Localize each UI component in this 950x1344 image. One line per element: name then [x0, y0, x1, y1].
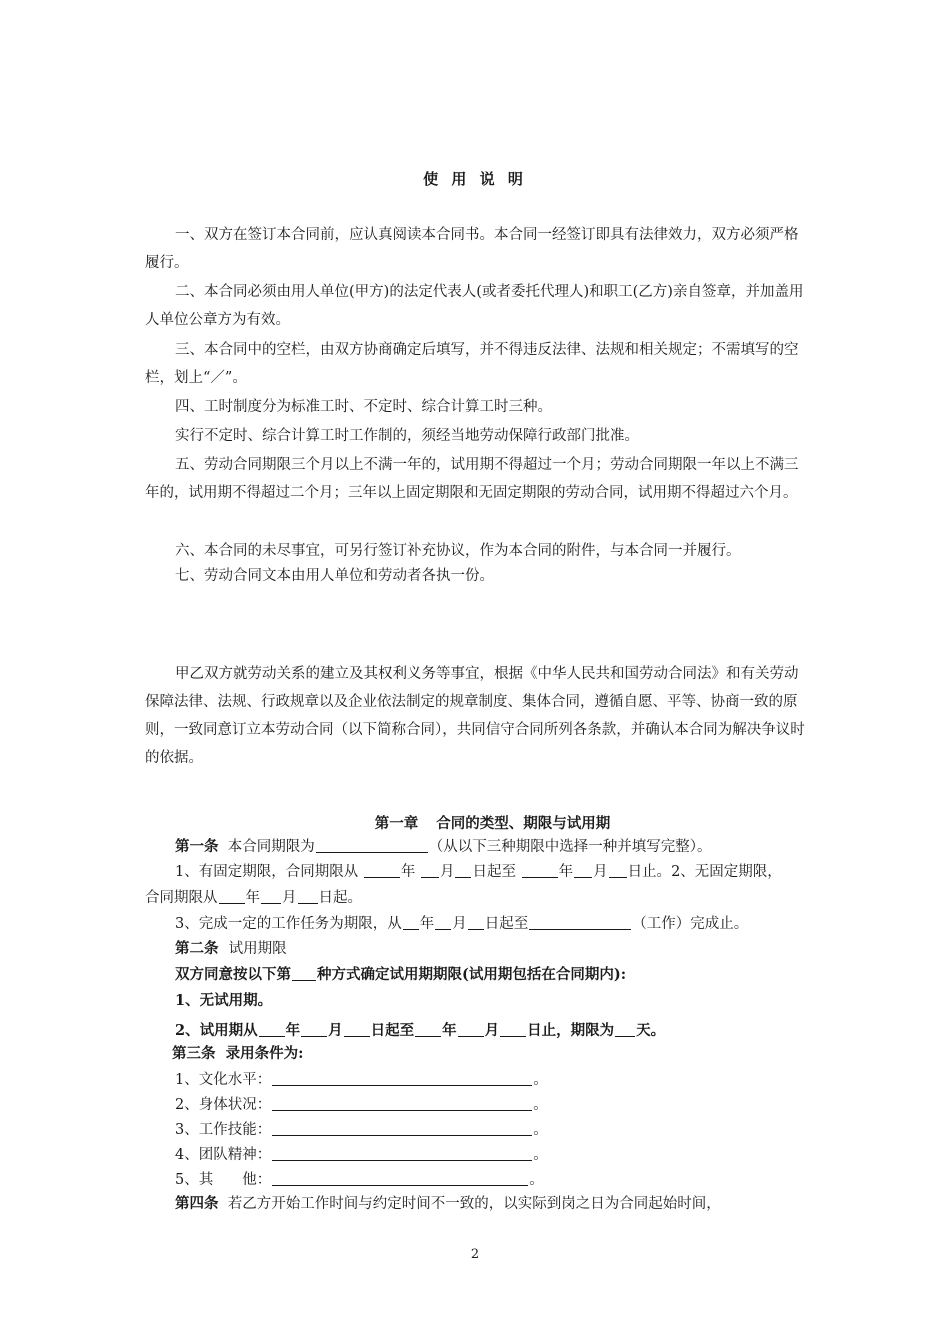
day-from-label: 日起至	[472, 864, 516, 880]
choice-text-end: 种方式确定试用期期限(试用期包括在合同期内):	[317, 966, 627, 983]
chapter-name: 合同的类型、期限与试用期	[436, 815, 611, 832]
article-1-option-3	[175, 911, 855, 937]
condition-label: 1、文化水平：	[175, 1072, 272, 1088]
probation-end-year-blank[interactable]	[415, 1020, 441, 1037]
task-start-day-blank[interactable]	[468, 913, 484, 930]
period: 。	[533, 1122, 548, 1138]
month-label: 月	[328, 1022, 343, 1039]
fixed-end-day-blank[interactable]	[609, 861, 627, 878]
month-label: 月	[439, 864, 455, 880]
article-2-option-1: 1、无试用期。	[175, 992, 273, 1009]
instruction-4: 四、工时制度分为标准工时、不定时、综合计算工时三种。	[175, 399, 552, 415]
option-1-text: 1、有固定期限，合同期限从	[175, 864, 359, 880]
instruction-5: 实行不定时、综合计算工时工作制的，须经当地劳动保障行政部门批准。	[175, 428, 639, 444]
condition-other	[175, 1167, 855, 1193]
probation-end-day-blank[interactable]	[500, 1020, 526, 1037]
condition-label: 5、其 他：	[175, 1172, 272, 1188]
condition-health	[175, 1092, 855, 1118]
article-2-choice	[175, 962, 855, 988]
probation-from-text: 2、试用期从	[175, 1022, 258, 1039]
education-blank[interactable]	[272, 1069, 532, 1086]
period: 。	[533, 1072, 548, 1088]
day-from-label: 日起至	[370, 1022, 415, 1039]
article-4-line	[175, 1191, 855, 1217]
article-3-text: 录用条件为:	[225, 1045, 304, 1062]
open-start-year-blank[interactable]	[219, 887, 245, 904]
article-1-line	[175, 834, 855, 860]
article-2-text: 试用期限	[228, 941, 287, 957]
year-label: 年	[245, 890, 260, 906]
probation-start-year-blank[interactable]	[259, 1020, 285, 1037]
skills-blank[interactable]	[272, 1119, 532, 1136]
period: 。	[529, 1172, 544, 1188]
task-start-month-blank[interactable]	[435, 913, 451, 930]
month-label: 月	[282, 890, 297, 906]
instruction-7: 六、本合同的未尽事宜，可另行签订补充协议，作为本合同的附件，与本合同一并履行。	[175, 543, 741, 559]
condition-skills	[175, 1117, 855, 1143]
year-label: 年	[419, 916, 435, 932]
period: 。	[533, 1097, 548, 1113]
fixed-end-year-blank[interactable]	[522, 861, 558, 878]
option-3-text: 3、完成一定的工作任务为期限，从	[175, 916, 402, 932]
probation-start-month-blank[interactable]	[301, 1020, 327, 1037]
probation-choice-blank[interactable]	[292, 964, 316, 981]
month-label: 月	[452, 916, 467, 932]
year-label: 年	[442, 1022, 457, 1039]
condition-label: 2、身体状况：	[175, 1097, 272, 1113]
day-start-label: 日起。	[318, 890, 362, 906]
article-4-text: 若乙方开始工作时间与约定时间不一致的，以实际到岗之日为合同起始时间，	[227, 1196, 721, 1212]
condition-label: 4、团队精神：	[175, 1147, 272, 1163]
condition-education	[175, 1067, 855, 1093]
contract-term-blank[interactable]	[316, 836, 428, 853]
instruction-3: 三、本合同中的空栏，由双方协商确定后填写，并不得违反法律、法规和相关规定；不需填写的空栏，划上“／”。	[145, 342, 799, 386]
article-1-option-2-cont	[145, 885, 825, 911]
option-2-text: 2、无固定期限，	[671, 864, 782, 880]
instruction-2: 二、本合同必须由用人单位(甲方)的法定代表人(或者委托代理人)和职工(乙方)亲自签章，并加盖用人单位公章方为有效。	[145, 284, 804, 328]
year-label: 年	[285, 1022, 301, 1039]
article-2-label: 第二条	[175, 940, 219, 957]
other-blank[interactable]	[272, 1169, 528, 1186]
probation-end-text: 日止，期限为	[527, 1022, 615, 1039]
fixed-start-year-blank[interactable]	[364, 861, 400, 878]
instruction-8: 七、劳动合同文本由用人单位和劳动者各执一份。	[175, 568, 494, 584]
condition-label: 3、工作技能：	[175, 1122, 272, 1138]
probation-start-day-blank[interactable]	[344, 1020, 370, 1037]
chapter-label: 第一章	[374, 815, 419, 832]
task-start-year-blank[interactable]	[403, 913, 419, 930]
article-1-note: （从以下三种期限中选择一种并填写完整）。	[428, 839, 712, 855]
year-label: 年	[400, 864, 416, 880]
probation-days-blank[interactable]	[615, 1020, 635, 1037]
fixed-start-day-blank[interactable]	[455, 861, 471, 878]
article-3-label: 第三条	[172, 1045, 216, 1062]
article-2-line	[175, 936, 855, 962]
open-start-day-blank[interactable]	[298, 887, 318, 904]
choice-text: 双方同意按以下第	[175, 966, 291, 983]
condition-teamwork	[175, 1142, 855, 1168]
health-blank[interactable]	[272, 1094, 532, 1111]
instructions-title: 使 用 说 明	[423, 170, 527, 188]
article-3-line	[172, 1041, 852, 1067]
period: 。	[533, 1147, 548, 1163]
fixed-start-month-blank[interactable]	[421, 861, 439, 878]
open-start-month-blank[interactable]	[261, 887, 281, 904]
year-label: 年	[558, 864, 574, 880]
month-label: 月	[593, 864, 608, 880]
article-1-option-1	[175, 859, 855, 885]
article-1-label: 第一条	[175, 838, 219, 855]
teamwork-blank[interactable]	[272, 1144, 532, 1161]
article-4-label: 第四条	[175, 1195, 219, 1212]
option-3-end: （工作）完成止。	[632, 916, 749, 932]
day-end-label: 日止。	[627, 864, 672, 880]
probation-end-month-blank[interactable]	[458, 1020, 484, 1037]
page-number: 2	[470, 1247, 480, 1262]
contract-preamble: 甲乙双方就劳动关系的建立及其权利义务等事宜，根据《中华人民共和国劳动合同法》和有关劳动保障法律、法规、行政规章以及企业依法制定的规章制度、集体合同，遵循自愿、平等、协商一致的原则，一致同意订立本劳动合同（以下简称合同），共同信守合同所列各条款，并确认本合同为解决争议时的依据。	[145, 666, 805, 766]
fixed-end-month-blank[interactable]	[574, 861, 592, 878]
instruction-6: 五、劳动合同期限三个月以上不满一年的，试用期不得超过一个月；劳动合同期限一年以上不满三年的，试用期不得超过二个月；三年以上固定期限和无固定期限的劳动合同，试用期不得超过六个月。	[145, 457, 799, 501]
task-name-blank[interactable]	[529, 913, 631, 930]
article-1-text: 本合同期限为	[227, 839, 315, 855]
day-from-label: 日起至	[484, 916, 529, 932]
instruction-1: 一、双方在签订本合同前，应认真阅读本合同书。本合同一经签订即具有法律效力，双方必须严格履行。	[145, 227, 799, 271]
days-label: 天。	[636, 1022, 666, 1039]
month-label: 月	[484, 1022, 500, 1039]
option-2-cont-text: 合同期限从	[145, 890, 218, 906]
chapter-title	[0, 812, 950, 833]
